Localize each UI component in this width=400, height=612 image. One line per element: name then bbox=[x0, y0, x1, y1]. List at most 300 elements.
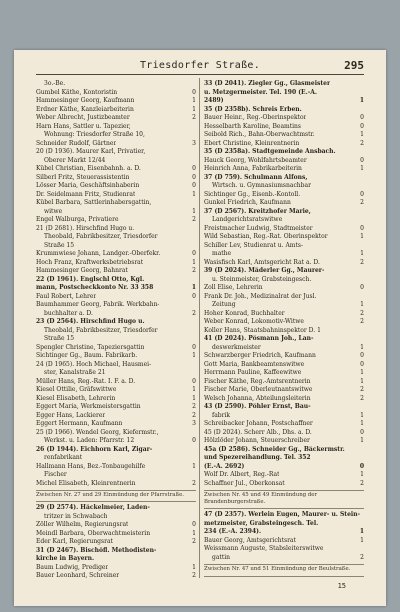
directory-entry bbox=[204, 97, 364, 106]
entry-text: 23 (D 2564). Hirschfind Hugo u. bbox=[36, 318, 145, 325]
entry-floor: 1 bbox=[360, 301, 364, 308]
entry-floor: 0 bbox=[360, 360, 364, 368]
directory-entry bbox=[204, 454, 364, 463]
entry-floor bbox=[194, 361, 196, 370]
entry-floor bbox=[194, 369, 196, 378]
directory-entry bbox=[204, 165, 364, 174]
directory-entry bbox=[204, 131, 364, 140]
entry-floor: 2 bbox=[360, 258, 364, 266]
entry-text: Wasisfisch Karl, Amtsgericht Rat a. D. bbox=[204, 258, 320, 266]
directory-entry bbox=[204, 520, 364, 529]
entry-text: Koller Hans, Staatsbahninspektor D. 1 bbox=[204, 326, 321, 334]
entry-text: Egger Hans, Lackierer bbox=[36, 411, 106, 419]
directory-entry bbox=[36, 199, 196, 208]
entry-floor: 0 bbox=[192, 343, 196, 351]
directory-entry bbox=[204, 89, 364, 98]
entry-text: Faul Robert, Lehrer bbox=[36, 292, 97, 300]
right-junction-note: Zwischen Nr. 45 und 49 Einmündung der Brandenburgerstraße. bbox=[204, 490, 364, 509]
directory-entry bbox=[204, 293, 364, 302]
page-header bbox=[36, 60, 364, 75]
entry-floor: 0 bbox=[192, 292, 196, 300]
entry-floor bbox=[194, 131, 196, 140]
entry-floor bbox=[194, 335, 196, 344]
directory-entry bbox=[204, 318, 364, 327]
entry-text: Sichtinger Gg., Eisenb.-Kontoll. bbox=[204, 190, 301, 198]
entry-text: Bauer Georg, Amtsgerichtsrat bbox=[204, 536, 296, 544]
directory-entry bbox=[36, 564, 196, 573]
entry-floor bbox=[362, 327, 364, 336]
entry-floor bbox=[194, 199, 196, 208]
entry-floor: 2 bbox=[192, 216, 196, 223]
directory-entry bbox=[204, 437, 364, 446]
entry-floor: 1 bbox=[192, 258, 196, 266]
entry-floor: 0 bbox=[192, 250, 196, 257]
directory-entry bbox=[204, 361, 364, 370]
entry-text: Straße 15 bbox=[44, 241, 75, 249]
entry-text: Meindl Barbara, Oberwachtmeisterin bbox=[36, 529, 151, 537]
entry-text: Spengler Christine, Tapeziersgattin bbox=[36, 343, 145, 351]
entry-text: Schaffner Jul., Oberkonsat bbox=[204, 479, 285, 487]
directory-entry bbox=[36, 165, 196, 174]
entry-floor: 0 bbox=[360, 428, 364, 436]
entry-text: u. Metzgermeister. Tel. 190 (E.-A. bbox=[204, 88, 317, 96]
right-entries-after-note bbox=[204, 511, 364, 562]
directory-entry bbox=[36, 412, 196, 421]
entry-text: (E.-A. 2692) bbox=[204, 462, 245, 470]
directory-entry bbox=[204, 463, 364, 472]
entry-floor: 1 bbox=[192, 190, 196, 198]
entry-text: Dr. Seidelmann Fritz, Studienrat bbox=[36, 190, 136, 198]
directory-entry bbox=[36, 233, 196, 242]
directory-entry bbox=[204, 216, 364, 225]
entry-text: Wohnung: Triesdorfer Straße 10, bbox=[44, 131, 145, 138]
directory-entry bbox=[204, 199, 364, 208]
entry-text: 45a (D 2586). Schneider Gg., Bäckermstr. bbox=[204, 445, 345, 453]
entry-floor: 1 bbox=[192, 462, 196, 470]
entry-text: Michel Elisabeth, Kleinrentnerin bbox=[36, 479, 136, 487]
entry-floor bbox=[362, 446, 364, 455]
directory-entry bbox=[204, 335, 364, 344]
directory-entry bbox=[204, 114, 364, 123]
directory-entry bbox=[204, 242, 364, 251]
entry-floor bbox=[194, 454, 196, 463]
directory-entry bbox=[36, 301, 196, 310]
entry-text: 2489) bbox=[204, 97, 224, 104]
entry-text: Schwarzberger Friedrich, Kaufmann bbox=[204, 352, 316, 359]
directory-entry bbox=[36, 403, 196, 412]
entry-text: Lösser Maria, Geschäftsinhaberin bbox=[36, 182, 140, 189]
directory-entry bbox=[36, 395, 196, 404]
entry-floor: 1 bbox=[192, 529, 196, 537]
entry-floor bbox=[194, 446, 196, 455]
directory-entry bbox=[36, 344, 196, 353]
entry-floor bbox=[194, 555, 196, 564]
entry-text: 22 (D 1961). Englschl Otto, Kgl. bbox=[36, 275, 145, 283]
entry-floor: 1 bbox=[360, 437, 364, 444]
entry-floor: 0 bbox=[192, 521, 196, 529]
directory-entry bbox=[204, 369, 364, 378]
entry-floor: 2 bbox=[192, 309, 196, 317]
entry-floor bbox=[362, 545, 364, 554]
directory-entry bbox=[36, 480, 196, 489]
entry-text: Ebert Christine, Kleinrentnerin bbox=[204, 139, 300, 147]
entry-floor: 0 bbox=[192, 182, 196, 189]
entry-floor bbox=[194, 233, 196, 242]
directory-entry bbox=[36, 572, 196, 581]
entry-floor: 2 bbox=[360, 139, 364, 147]
entry-floor: 1 bbox=[360, 250, 364, 257]
entry-floor: 3 bbox=[192, 420, 196, 427]
entry-floor: 1 bbox=[360, 420, 364, 427]
entry-text: Erdner Käthe, Kanzleiarbeiterin bbox=[36, 105, 134, 113]
directory-entry bbox=[204, 301, 364, 310]
entry-text: Gunkel Friedrich, Kaufmann bbox=[204, 199, 291, 206]
entry-text: Zoll Elise, Lehrerin bbox=[204, 284, 263, 291]
entry-floor: 2 bbox=[360, 199, 364, 206]
right-junction-note-b: Zwischen Nr. 47 und 51 Einmündung der Beulstraße. bbox=[204, 564, 364, 576]
entry-floor: 1 bbox=[192, 207, 196, 215]
entry-text: Krummwiese Johann, Landger.-Oberfekr. bbox=[36, 250, 161, 257]
directory-entry bbox=[36, 369, 196, 378]
entry-text: Landgerichtsratswitwe bbox=[212, 216, 283, 223]
entry-text: Herrmann Pauline, Kaffeewitwe bbox=[204, 369, 302, 376]
entry-text: witwe bbox=[44, 207, 63, 215]
entry-floor bbox=[362, 148, 364, 157]
entry-text: u. Steinmeister, Grabsteingesch. bbox=[212, 275, 312, 283]
directory-entry bbox=[204, 352, 364, 361]
entry-text: 24 (D 1965). Hoch Michael, Hausmei- bbox=[36, 360, 152, 368]
directory-entry bbox=[204, 429, 364, 438]
entry-text: Hallmann Hans, Bez.-Tonbaugehilfe bbox=[36, 462, 146, 470]
left-column bbox=[36, 80, 196, 581]
directory-entry bbox=[204, 259, 364, 268]
entry-floor bbox=[362, 511, 364, 520]
directory-entry bbox=[204, 106, 364, 115]
entry-floor: 2 bbox=[192, 114, 196, 121]
entry-floor: 2 bbox=[360, 553, 364, 561]
entry-text: 33 (D 2041). Ziegler Gg., Glasmeister bbox=[204, 80, 331, 87]
entry-floor bbox=[362, 276, 364, 285]
directory-entry bbox=[204, 471, 364, 480]
entry-floor: 2 bbox=[192, 267, 196, 274]
directory-entry bbox=[36, 191, 196, 200]
entry-floor: 1 bbox=[360, 165, 364, 172]
entry-text: Hoch Franz, Kraftwerksbetriebsrat bbox=[36, 258, 144, 266]
entry-floor bbox=[362, 174, 364, 183]
entry-text: Baum Ludwig, Prediger bbox=[36, 563, 109, 571]
entry-floor bbox=[194, 471, 196, 480]
entry-text: Sichtinger Gg., Baum. Fabrikarb. bbox=[36, 352, 138, 359]
directory-page bbox=[14, 50, 386, 606]
directory-entry bbox=[204, 420, 364, 429]
entry-text: ster, Kanalstraße 21 bbox=[44, 369, 106, 376]
directory-entry bbox=[204, 310, 364, 319]
directory-entry bbox=[36, 123, 196, 132]
entry-floor bbox=[362, 520, 364, 529]
entry-text: Wirtsch. u. Gymnasiumsnachbar bbox=[212, 182, 311, 189]
entry-text: Gumbel Käthe, Kontoristin bbox=[36, 88, 118, 96]
entry-text: 26 (D 1944). Eichhorn Karl, Zigar- bbox=[36, 445, 153, 453]
directory-entry bbox=[204, 545, 364, 554]
directory-entry bbox=[36, 80, 196, 89]
entry-text: 37 (D 759). Schulmann Alfons, bbox=[204, 173, 308, 181]
entry-floor bbox=[194, 148, 196, 157]
directory-entry bbox=[204, 233, 364, 242]
directory-entry bbox=[204, 250, 364, 259]
entry-floor bbox=[362, 106, 364, 115]
entry-floor: 0 bbox=[360, 284, 364, 291]
directory-entry bbox=[36, 420, 196, 429]
entry-text: Theobald, Fabrikbesitzer, Triesdorfer bbox=[44, 326, 158, 334]
directory-entry bbox=[36, 106, 196, 115]
directory-entry bbox=[36, 378, 196, 387]
directory-entry bbox=[36, 521, 196, 530]
directory-entry bbox=[36, 242, 196, 251]
directory-entry bbox=[36, 225, 196, 234]
entry-text: tritzer in Schwabach bbox=[44, 512, 108, 520]
entry-floor bbox=[194, 513, 196, 522]
directory-entry bbox=[36, 267, 196, 276]
entry-text: kirche in Bayern. bbox=[36, 555, 95, 563]
entry-floor: 0 bbox=[359, 462, 364, 470]
entry-floor bbox=[194, 318, 196, 327]
entry-floor: 0 bbox=[192, 88, 196, 96]
directory-entry bbox=[204, 511, 364, 520]
entry-text: metzmeister, Grabsteingesch. Tel. bbox=[204, 519, 319, 527]
entry-text: Weber Konrad, Lokomotiv-Witwe bbox=[204, 318, 304, 325]
entry-text: mathe bbox=[212, 250, 232, 257]
entry-floor: 0 bbox=[360, 122, 364, 130]
entry-text: Schiller Lev, Studienrat u. Amts- bbox=[204, 241, 303, 249]
directory-entry bbox=[36, 454, 196, 463]
entry-text: Kiesel Ottilie, Gräfswittwe bbox=[36, 386, 117, 393]
directory-entry bbox=[36, 386, 196, 395]
entry-text: Wild Sebastian, Reg.-Rat. Oberinspektor bbox=[204, 233, 328, 240]
entry-floor: 1 bbox=[359, 97, 364, 104]
directory-entry bbox=[36, 530, 196, 539]
page-number: 295 bbox=[344, 59, 364, 72]
directory-entry bbox=[204, 225, 364, 234]
entry-floor: 1 bbox=[360, 369, 364, 376]
directory-entry bbox=[36, 293, 196, 302]
entry-text: Fischer Käthe, Reg.-Amtsrentnerin bbox=[204, 377, 311, 385]
entry-text: und Spezereihandlung. Tel. 352 bbox=[204, 454, 311, 461]
directory-entry bbox=[204, 327, 364, 336]
entry-text: Wolf Dr. Albert, Reg.-Rat bbox=[204, 471, 280, 478]
entry-floor bbox=[194, 123, 196, 132]
directory-entry bbox=[36, 352, 196, 361]
left-junction-note: Zwischen Nr. 27 und 29 Einmündung der Pfarrstraße. bbox=[36, 490, 196, 502]
entry-text: deswerkmeister bbox=[212, 343, 261, 351]
directory-entry bbox=[204, 148, 364, 157]
entry-floor bbox=[194, 157, 196, 166]
entry-text: Straße 15 bbox=[44, 335, 75, 342]
directory-entry bbox=[204, 480, 364, 489]
entry-floor: 1 bbox=[192, 394, 196, 402]
entry-text: Bauer Leonhard, Schreiner bbox=[36, 572, 120, 580]
directory-entry bbox=[36, 250, 196, 259]
entry-floor: 1 bbox=[360, 471, 364, 478]
entry-floor: 1 bbox=[360, 343, 364, 351]
entry-floor bbox=[362, 89, 364, 98]
directory-entry bbox=[36, 276, 196, 285]
entry-floor: 0 bbox=[192, 377, 196, 385]
column-divider bbox=[199, 78, 200, 578]
entry-text: Hölzlöder Johann, Steuerschreiber bbox=[204, 437, 310, 444]
entry-text: Gott Maria, Bankbeamtenswitwe bbox=[204, 360, 305, 368]
directory-entry bbox=[36, 140, 196, 149]
directory-entry bbox=[204, 537, 364, 546]
entry-text: Kiesel Elisabeth, Lehrerin bbox=[36, 394, 116, 402]
entry-floor bbox=[194, 242, 196, 251]
entry-floor bbox=[362, 335, 364, 344]
entry-floor bbox=[362, 454, 364, 463]
entry-text: 35 (D 2358b). Schreis Erben. bbox=[204, 105, 302, 113]
entry-text: Silberl Fritz, Steuerassistentin bbox=[36, 173, 130, 181]
entry-floor: 1 bbox=[192, 352, 196, 359]
entry-floor bbox=[362, 216, 364, 225]
left-entries bbox=[36, 80, 196, 488]
directory-entry bbox=[204, 208, 364, 217]
entry-floor: 1 bbox=[360, 377, 364, 385]
directory-entry bbox=[36, 89, 196, 98]
entry-text: Zöller Wilhelm, Regierungsrat bbox=[36, 521, 129, 529]
directory-entry bbox=[204, 284, 364, 293]
entry-text: gattin bbox=[212, 553, 231, 561]
entry-floor bbox=[362, 182, 364, 191]
entry-floor bbox=[194, 276, 196, 285]
entry-text: Fischer Marie, Oberleutnantswitwe bbox=[204, 386, 313, 393]
entry-text: Hammesinger Georg, Bahnrat bbox=[36, 267, 128, 274]
entry-text: 37 (D 2567). Kreitzhofer Marie, bbox=[204, 207, 311, 215]
entry-text: Eggert Hermann, Kaufmann bbox=[36, 420, 123, 427]
directory-entry bbox=[36, 284, 196, 293]
entry-floor: 2 bbox=[360, 479, 364, 487]
entry-text: Baumhammer Georg, Fabrik. Werkbahn- bbox=[36, 301, 160, 308]
directory-entry bbox=[204, 140, 364, 149]
entry-floor bbox=[194, 225, 196, 234]
entry-floor: 3 bbox=[192, 139, 196, 147]
entry-text: Eggert Maria, Werkmeistersgattin bbox=[36, 403, 141, 410]
entry-floor: 0 bbox=[360, 190, 364, 198]
entry-text: Hoher Konrad, Buchhalter bbox=[204, 309, 285, 317]
entry-floor: 1 bbox=[192, 105, 196, 113]
entry-text: Hesselbarth Karoline, Beamtins bbox=[204, 122, 301, 130]
entry-floor bbox=[194, 301, 196, 310]
entry-floor bbox=[362, 208, 364, 217]
entry-floor: 2 bbox=[192, 572, 196, 580]
entry-text: Engel Walburga, Privatiere bbox=[36, 216, 119, 223]
directory-entry bbox=[204, 395, 364, 404]
entry-floor: 0 bbox=[360, 224, 364, 232]
entry-text: Weissmann Auguste, Stabsleiterswitwe bbox=[204, 545, 324, 553]
entry-text: Heinrich Anna, Fabrikarbeiterin bbox=[204, 165, 302, 172]
directory-entry bbox=[204, 182, 364, 191]
entry-text: 43 (D 2590). Pöhler Ernst, Bau- bbox=[204, 403, 311, 410]
entry-floor bbox=[194, 429, 196, 438]
directory-entry bbox=[36, 513, 196, 522]
right-column bbox=[204, 80, 364, 579]
entry-text: Frank Dr. Joh., Medizinalrat der Jusl. bbox=[204, 292, 317, 300]
entry-text: mann, Postscheckkonto Nr. 33 358 bbox=[36, 284, 154, 291]
directory-entry bbox=[36, 547, 196, 556]
entry-text: 25 (D 1966). Wendel Georg, Kiefermstr., bbox=[36, 428, 159, 436]
directory-entry bbox=[36, 148, 196, 157]
entry-floor: 0 bbox=[360, 114, 364, 121]
directory-entry bbox=[36, 437, 196, 446]
entry-text: Müller Hans, Reg.-Rat. I. F. a. D. bbox=[36, 377, 136, 385]
entry-floor: 1 bbox=[192, 563, 196, 571]
entry-text: 45 (D 2024). Scherr Alb., Dhs. a. D. bbox=[204, 428, 312, 436]
directory-entry bbox=[36, 157, 196, 166]
directory-entry bbox=[36, 504, 196, 513]
directory-entry bbox=[36, 335, 196, 344]
entry-text: 21 (D 2681). Hirschfind Hugo u. bbox=[36, 224, 135, 232]
directory-entry bbox=[204, 386, 364, 395]
directory-entry bbox=[204, 344, 364, 353]
directory-entry bbox=[36, 327, 196, 336]
directory-entry bbox=[36, 361, 196, 370]
directory-entry bbox=[204, 191, 364, 200]
entry-text: Welsch Johanna, Abteilungsleiterin bbox=[204, 394, 311, 402]
entry-text: renfabrikant bbox=[44, 454, 83, 461]
entry-floor bbox=[362, 80, 364, 89]
directory-entry bbox=[36, 174, 196, 183]
entry-floor bbox=[362, 242, 364, 251]
entry-floor bbox=[362, 403, 364, 412]
entry-text: Theobald, Fabrikbesitzer, Triesdorfer bbox=[44, 233, 158, 240]
entry-floor: 2 bbox=[360, 318, 364, 325]
entry-text: Oberer Markt 12/44 bbox=[44, 156, 106, 164]
entry-floor: 0 bbox=[360, 352, 364, 359]
footer-page-number: 15 bbox=[337, 582, 346, 590]
directory-entry bbox=[36, 463, 196, 472]
entry-text: 41 (D 2024). Pösmann Joh., Lan- bbox=[204, 335, 314, 342]
entry-text: Schreibacker Johann, Postschaffner bbox=[204, 420, 313, 427]
entry-floor: 0 bbox=[192, 173, 196, 181]
entry-floor: 1 bbox=[191, 284, 196, 291]
entry-text: 234 (E.-A. 2394). bbox=[204, 528, 262, 536]
entry-floor bbox=[194, 80, 196, 89]
directory-entry bbox=[204, 267, 364, 276]
directory-entry bbox=[204, 276, 364, 285]
directory-entry bbox=[204, 378, 364, 387]
directory-entry bbox=[204, 403, 364, 412]
entry-text: Bauer Heinr., Reg.-Oberinspektor bbox=[204, 114, 307, 121]
directory-entry bbox=[36, 114, 196, 123]
entry-floor: 1 bbox=[360, 233, 364, 240]
directory-entry bbox=[204, 446, 364, 455]
directory-entry bbox=[36, 97, 196, 106]
entry-text: 35 (D 2358a). Stadtgemeinde Ansbach. bbox=[204, 148, 336, 155]
left-entries-after-note bbox=[36, 504, 196, 581]
entry-text: 39 (D 2024). Mäderler Gg., Maurer- bbox=[204, 267, 325, 274]
directory-entry bbox=[36, 259, 196, 268]
directory-entry bbox=[204, 157, 364, 166]
directory-entry bbox=[204, 80, 364, 89]
entry-text: Seibold Rich., Bahn-Oberwachtmstr. bbox=[204, 131, 315, 138]
entry-floor: 2 bbox=[360, 394, 364, 402]
directory-entry bbox=[36, 318, 196, 327]
entry-text: 29 (D 2574). Häckelmeier, Laden- bbox=[36, 504, 150, 512]
entry-floor bbox=[362, 267, 364, 276]
entry-text: Weber Albrecht, Justizbeamter bbox=[36, 114, 130, 121]
directory-entry bbox=[36, 555, 196, 564]
right-entries bbox=[204, 80, 364, 488]
entry-floor: 0 bbox=[192, 165, 196, 172]
entry-text: Kübel Christian, Eisenbahnh. a. D. bbox=[36, 165, 141, 172]
entry-text: Eder Karl, Regierungsrat bbox=[36, 538, 113, 546]
